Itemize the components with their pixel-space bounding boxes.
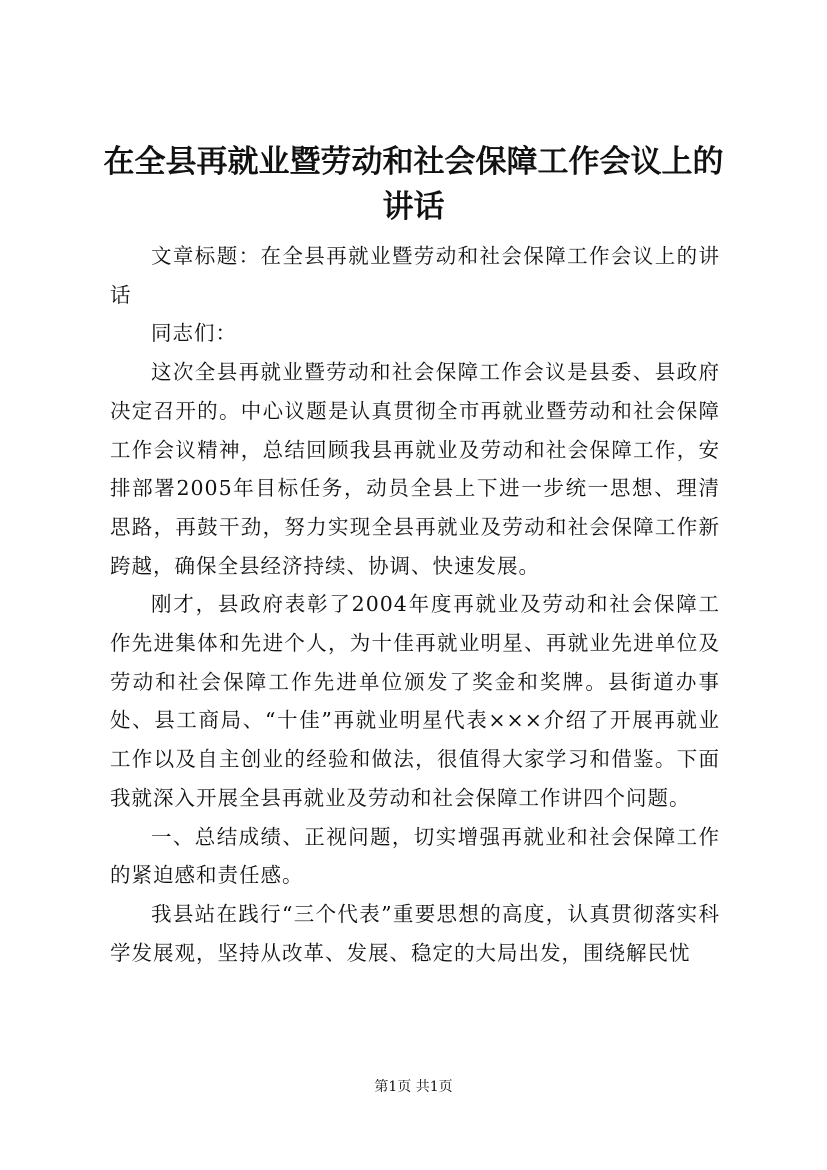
page-footer: 第1页 共1页 (374, 1079, 453, 1095)
paragraph-commendation: 刚才，县政府表彰了2004年度再就业及劳动和社会保障工作先进集体和先进个人，为十佳再就业明星、再就业先进单位及劳动和社会保障工作先进单位颁发了奖金和奖牌。县街道办事处、县工商局、“十佳”再就业明星代表×××介绍了开展再就业工作以及自主创业的经验和做法，很值得大家学习和借鉴。下面我就深入开展全县再就业及劳动和社会保障工作讲四个问题。 (110, 592, 720, 810)
paragraph-section-heading-one: 一、总结成绩、正视问题，切实增强再就业和社会保障工作的紧迫感和责任感。 (110, 824, 720, 888)
document-title: 在全县再就业暨劳动和社会保障工作会议上的讲话 (103, 144, 724, 225)
paragraph-article-title: 文章标题：在全县再就业暨劳动和社会保障工作会议上的讲话 (110, 244, 720, 307)
document-body (110, 237, 720, 972)
paragraph-introduction: 这次全县再就业暨劳动和社会保障工作会议是县委、县政府决定召开的。中心议题是认真贯彻全市再就业暨劳动和社会保障工作会议精神，总结回顾我县再就业及劳动和社会保障工作，安排部署2005年目标任务，动员全县上下进一步统一思想、理清思路，再鼓干劲，努力实现全县再就业及劳动和社会保障工作新跨越，确保全县经济持续、协调、快速发展。 (110, 360, 720, 578)
paragraph-section-one-body: 我县站在践行“三个代表”重要思想的高度，认真贯彻落实科学发展观，坚持从改革、发展、稳定的大局出发，围绕解民忧 (110, 901, 720, 965)
paragraph-salutation: 同志们： (151, 321, 237, 346)
